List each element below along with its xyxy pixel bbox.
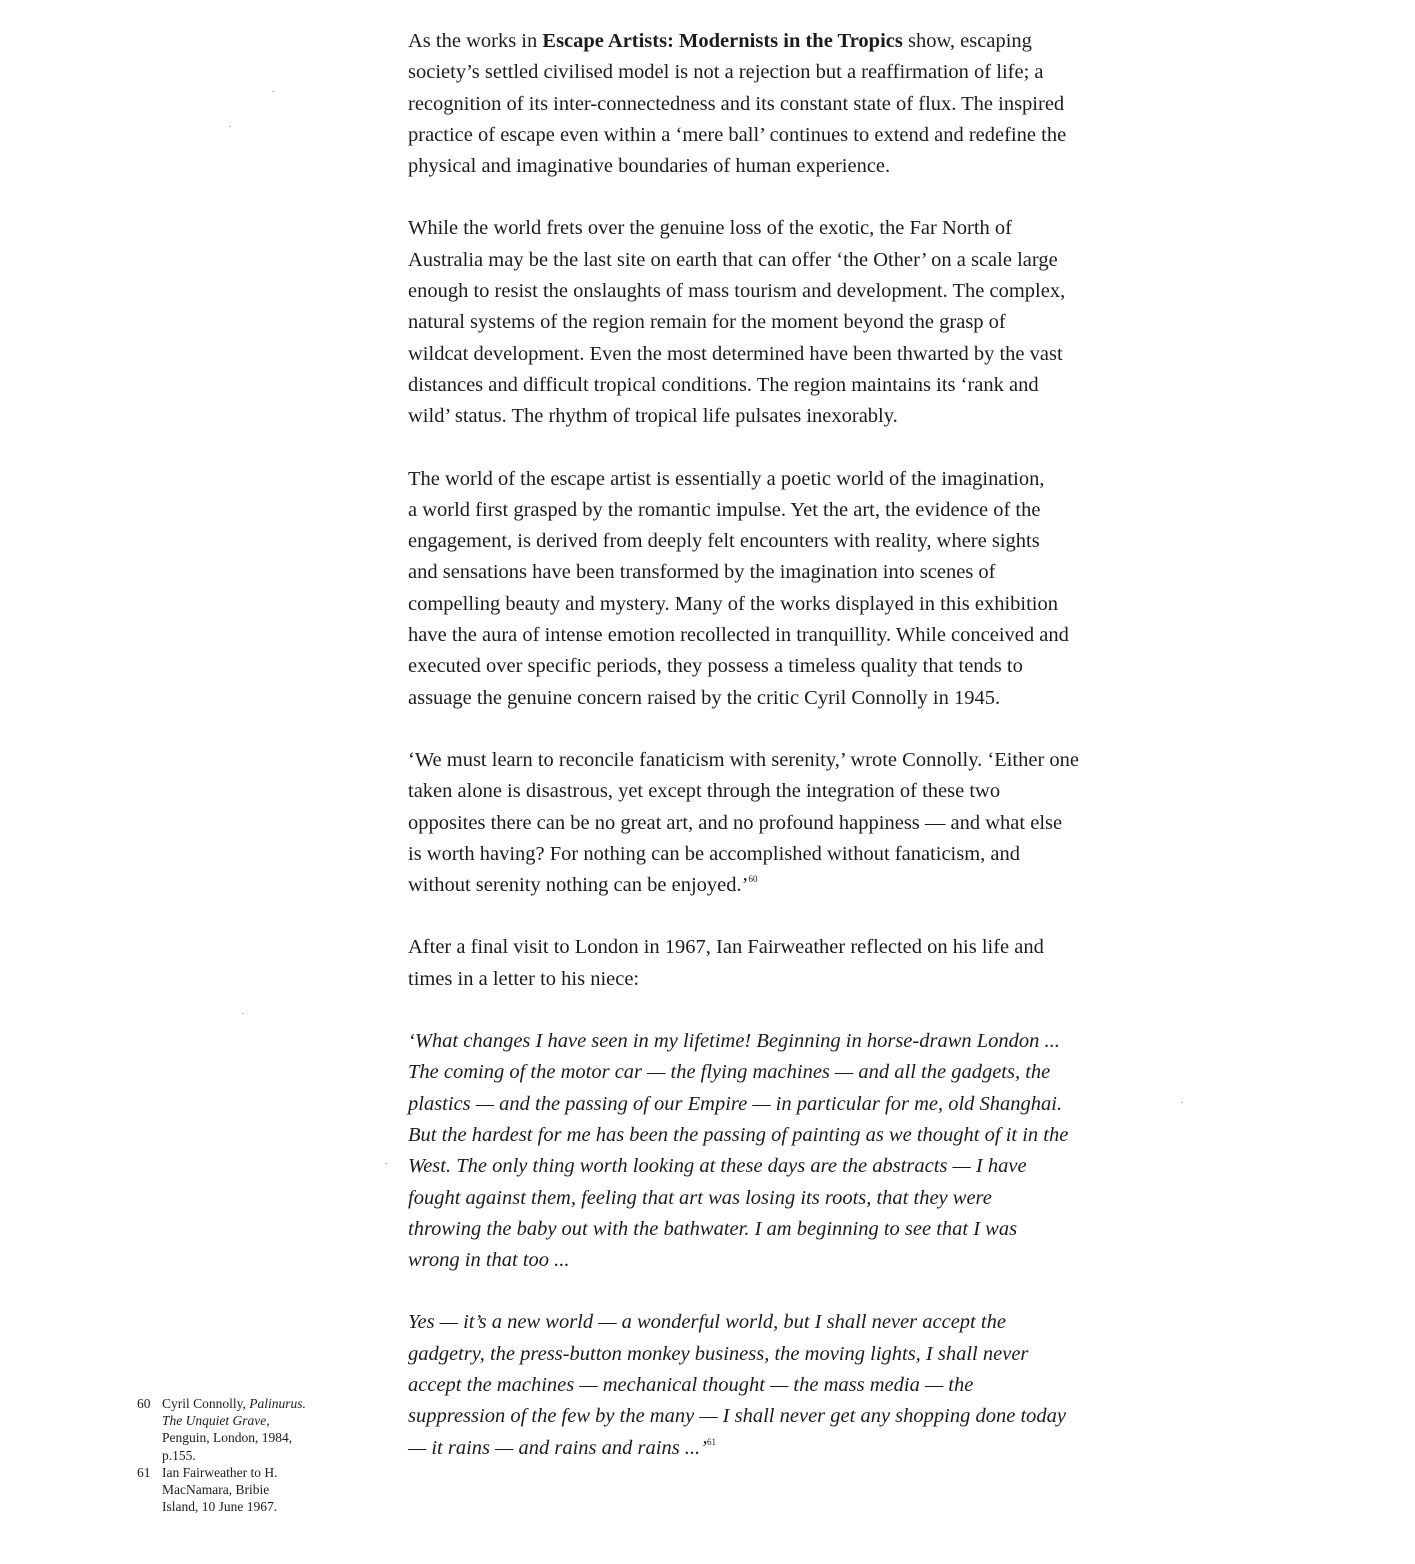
paragraph-2 xyxy=(408,213,1193,432)
text-line: is worth having? For nothing can be accomplished without fanaticism, and xyxy=(408,842,1021,865)
quote-paragraph-2 xyxy=(408,1307,1193,1463)
text-line xyxy=(408,26,1193,57)
text-span: without serenity nothing can be enjoyed.’ xyxy=(408,874,749,897)
text-line: taken alone is disastrous, yet except through the integration of these two xyxy=(408,780,1001,803)
text-line: opposites there can be no great art, and no profound happiness — and what else xyxy=(408,811,1063,834)
text-line: p.155. xyxy=(162,1447,196,1463)
text-line: wrong in that too ... xyxy=(408,1249,570,1272)
book-title: Palinurus. xyxy=(249,1396,306,1411)
text-line: wildcat development. Even the most determined have been thwarted by the vast xyxy=(408,342,1063,365)
text-line: compelling beauty and mystery. Many of the works displayed in this exhibition xyxy=(408,592,1059,615)
text-line: natural systems of the region remain for the moment beyond the grasp of xyxy=(408,311,1006,334)
footnote-ref-60: 60 xyxy=(748,874,758,885)
text-line: plastics — and the passing of our Empire — in particular for me, old Shanghai. xyxy=(408,1092,1063,1115)
footnote-60 xyxy=(137,1395,367,1464)
text-line: While the world frets over the genuine loss of the exotic, the Far North of xyxy=(408,217,1013,240)
text-line: ‘We must learn to reconcile fanaticism with serenity,’ wrote Connolly. ‘Either one xyxy=(408,748,1080,771)
paragraph-5 xyxy=(408,932,1193,995)
text-line: The coming of the motor car — the flying machines — and all the gadgets, the xyxy=(408,1061,1051,1084)
text-line: wild’ status. The rhythm of tropical life pulsates inexorably. xyxy=(408,405,898,428)
text-line xyxy=(408,1433,1193,1464)
text-span: show, escaping xyxy=(902,30,1032,52)
footnote-ref-61: 61 xyxy=(707,1436,717,1447)
text-line xyxy=(162,1395,367,1412)
quote-paragraph-1 xyxy=(408,1026,1193,1276)
text-line: have the aura of intense emotion recollected in tranquillity. While conceived and xyxy=(408,624,1069,647)
text-line: gadgetry, the press-button monkey business, the moving lights, I shall never xyxy=(408,1342,1029,1365)
text-line: Island, 10 June 1967. xyxy=(162,1499,278,1515)
text-line: But the hardest for me has been the passing of painting as we thought of it in the xyxy=(408,1123,1069,1146)
text-line xyxy=(408,870,1193,901)
text-line: executed over specific periods, they possess a timeless quality that tends to xyxy=(408,655,1023,678)
paragraph-3 xyxy=(408,464,1193,714)
text-line: West. The only thing worth looking at these days are the abstracts — I have xyxy=(408,1155,1027,1178)
exhibition-title: Escape Artists: Modernists in the Tropics xyxy=(542,30,903,52)
text-line: throwing the baby out with the bathwater. I am beginning to see that I was xyxy=(408,1217,1018,1240)
text-line: Penguin, London, 1984, xyxy=(162,1430,293,1446)
footnote-number: 61 xyxy=(137,1464,151,1480)
text-line: practice of escape even within a ‘mere ball’ continues to extend and redefine the xyxy=(408,123,1067,146)
text-line: enough to resist the onslaughts of mass tourism and development. The complex, xyxy=(408,280,1066,303)
text-line: society’s settled civilised model is not a rejection but a reaffirmation of life; a xyxy=(408,61,1044,84)
text-line: MacNamara, Bribie xyxy=(162,1482,270,1498)
body-text xyxy=(408,26,1193,1495)
text-line: suppression of the few by the many — I shall never get any shopping done today xyxy=(408,1405,1066,1428)
paragraph-1 xyxy=(408,26,1193,182)
footnote-number: 60 xyxy=(137,1396,151,1411)
scan-speck xyxy=(385,1163,387,1164)
text-line: fought against them, feeling that art was losing its roots, that they were xyxy=(408,1186,992,1209)
text-line: Ian Fairweather to H. xyxy=(162,1464,278,1480)
scan-speck xyxy=(242,1013,244,1014)
text-span: — it rains — and rains and rains ...’ xyxy=(408,1436,708,1459)
scan-speck xyxy=(272,91,274,92)
text-line: Yes — it’s a new world — a wonderful world, but I shall never accept the xyxy=(408,1311,1006,1334)
paragraph-4 xyxy=(408,745,1193,901)
text-line: The world of the escape artist is essentially a poetic world of the imagination, xyxy=(408,467,1045,490)
text-line: and sensations have been transformed by the imagination into scenes of xyxy=(408,561,996,584)
text-span: Cyril Connolly, xyxy=(162,1396,250,1411)
footnotes xyxy=(137,1395,367,1515)
text-line: After a final visit to London in 1967, Ian Fairweather reflected on his life and xyxy=(408,936,1044,959)
text-line: recognition of its inter-connectedness and its constant state of flux. The inspired xyxy=(408,92,1065,115)
book-subtitle: The Unquiet Grave, xyxy=(162,1413,270,1429)
text-line: engagement, is derived from deeply felt encounters with reality, where sights xyxy=(408,530,1040,553)
text-span: As the works in xyxy=(408,30,543,52)
text-line: accept the machines — mechanical thought — the mass media — the xyxy=(408,1373,974,1396)
text-line: assuage the genuine concern raised by the critic Cyril Connolly in 1945. xyxy=(408,686,1001,709)
text-line: ‘What changes I have seen in my lifetime! Beginning in horse-drawn London ... xyxy=(408,1030,1060,1053)
scan-speck xyxy=(229,126,231,127)
text-line: times in a letter to his niece: xyxy=(408,967,640,990)
text-line: a world first grasped by the romantic impulse. Yet the art, the evidence of the xyxy=(408,498,1041,521)
text-line: Australia may be the last site on earth that can offer ‘the Other’ on a scale large xyxy=(408,248,1058,271)
text-line: physical and imaginative boundaries of human experience. xyxy=(408,155,891,178)
footnote-61 xyxy=(137,1464,367,1516)
text-line: distances and difficult tropical conditions. The region maintains its ‘rank and xyxy=(408,373,1039,396)
